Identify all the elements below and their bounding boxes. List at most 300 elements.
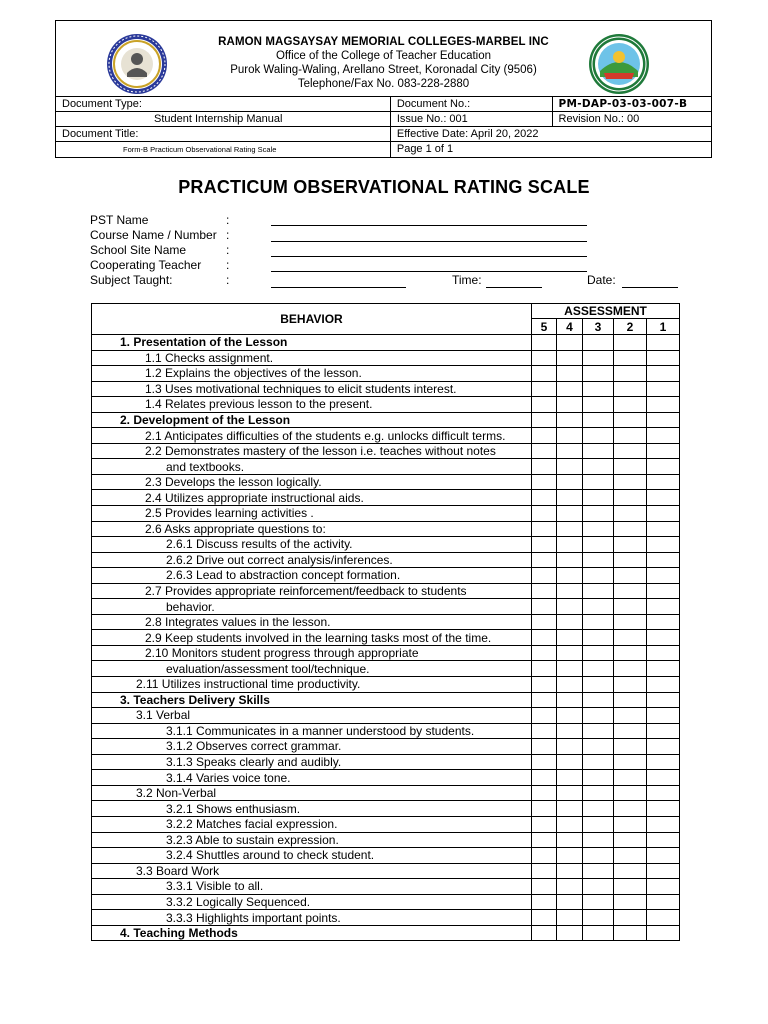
- table-row: [92, 739, 680, 755]
- rating-cell-4[interactable]: [557, 443, 583, 459]
- pst-name-line[interactable]: [271, 225, 587, 226]
- rating-cell-2[interactable]: [614, 397, 647, 413]
- behavior-text: 2.5 Provides learning activities .: [145, 506, 314, 521]
- rating-cell-4[interactable]: [557, 879, 583, 895]
- table-row: [92, 692, 680, 708]
- rating-cell-5[interactable]: [532, 521, 557, 537]
- rating-cell-2[interactable]: [614, 910, 647, 926]
- table-row: [92, 614, 680, 630]
- rating-cell-1[interactable]: [647, 459, 680, 475]
- rating-cell-1[interactable]: [647, 816, 680, 832]
- rating-cell-4[interactable]: [557, 723, 583, 739]
- rating-cell-3[interactable]: [583, 397, 614, 413]
- behavior-text: 3.2.2 Matches facial expression.: [166, 817, 338, 832]
- rating-cell-1[interactable]: [647, 661, 680, 677]
- rating-cell-2[interactable]: [614, 583, 647, 599]
- section-heading: [92, 412, 532, 428]
- rating-cell-1[interactable]: [647, 474, 680, 490]
- behavior-text: 3.3.3 Highlights important points.: [166, 910, 341, 925]
- rating-cell-1[interactable]: [647, 397, 680, 413]
- rating-cell-2[interactable]: [614, 677, 647, 693]
- table-row: [92, 863, 680, 879]
- rating-cell-1[interactable]: [647, 521, 680, 537]
- rating-cell-5[interactable]: [532, 801, 557, 817]
- rating-cell-5[interactable]: [532, 677, 557, 693]
- section-heading: [92, 925, 532, 941]
- table-row: [92, 630, 680, 646]
- rating-cell-3[interactable]: [583, 459, 614, 475]
- rating-cell-5[interactable]: [532, 506, 557, 522]
- rating-cell-5[interactable]: [532, 350, 557, 366]
- rating-cell-3[interactable]: [583, 428, 614, 444]
- rating-cell-5[interactable]: [532, 739, 557, 755]
- rating-cell-5[interactable]: [532, 428, 557, 444]
- rating-cell-1[interactable]: [647, 645, 680, 661]
- rating-cell-5[interactable]: [532, 708, 557, 724]
- rating-cell-1[interactable]: [647, 599, 680, 615]
- rating-cell-2[interactable]: [614, 568, 647, 584]
- rating-cell-3[interactable]: [583, 381, 614, 397]
- behavior-text: 1.1 Checks assignment.: [145, 350, 274, 365]
- rating-cell-5[interactable]: [532, 910, 557, 926]
- rating-cell-4[interactable]: [557, 506, 583, 522]
- rating-cell-5[interactable]: [532, 723, 557, 739]
- rating-cell-3[interactable]: [583, 894, 614, 910]
- rating-cell-5[interactable]: [532, 335, 557, 351]
- rating-cell-4[interactable]: [557, 910, 583, 926]
- behavior-text: 4. Teaching Methods: [120, 926, 238, 941]
- school-line[interactable]: [271, 256, 587, 257]
- rating-cell-5[interactable]: [532, 879, 557, 895]
- rating-cell-3[interactable]: [583, 521, 614, 537]
- rating-cell-1[interactable]: [647, 366, 680, 382]
- behavior-item: [92, 708, 532, 724]
- rating-cell-3[interactable]: [583, 412, 614, 428]
- rating-cell-4[interactable]: [557, 381, 583, 397]
- rating-cell-3[interactable]: [583, 816, 614, 832]
- rating-cell-2[interactable]: [614, 335, 647, 351]
- rating-cell-2[interactable]: [614, 894, 647, 910]
- rating-cell-2[interactable]: [614, 443, 647, 459]
- rating-cell-1[interactable]: [647, 537, 680, 553]
- rating-cell-1[interactable]: [647, 785, 680, 801]
- rating-cell-4[interactable]: [557, 412, 583, 428]
- rating-cell-4[interactable]: [557, 630, 583, 646]
- rating-cell-5[interactable]: [532, 568, 557, 584]
- table-row: [92, 521, 680, 537]
- behavior-text: 2.7 Provides appropriate reinforcement/feedback to students: [145, 584, 467, 599]
- assessment-header: ASSESSMENT: [532, 304, 680, 319]
- phone: Telephone/Fax No. 083-228-2880: [297, 78, 470, 90]
- rating-cell-4[interactable]: [557, 552, 583, 568]
- rating-cell-1[interactable]: [647, 723, 680, 739]
- behavior-item: [92, 583, 532, 599]
- rating-cell-3[interactable]: [583, 677, 614, 693]
- rating-cell-3[interactable]: [583, 552, 614, 568]
- behavior-text: 1.4 Relates previous lesson to the present.: [145, 397, 373, 412]
- rating-cell-5[interactable]: [532, 692, 557, 708]
- rating-cell-3[interactable]: [583, 801, 614, 817]
- behavior-text: 2.2 Demonstrates mastery of the lesson i.e. teaches without notes: [145, 444, 496, 459]
- rating-cell-2[interactable]: [614, 381, 647, 397]
- rating-cell-2[interactable]: [614, 708, 647, 724]
- scale-1: 1: [647, 319, 680, 335]
- rating-cell-1[interactable]: [647, 630, 680, 646]
- rating-cell-1[interactable]: [647, 754, 680, 770]
- rating-cell-2[interactable]: [614, 723, 647, 739]
- behavior-text: and textbooks.: [166, 459, 245, 474]
- subject-line[interactable]: [271, 287, 406, 288]
- scale-3: 3: [583, 319, 614, 335]
- table-row: [92, 910, 680, 926]
- rating-cell-3[interactable]: [583, 723, 614, 739]
- rating-table: [91, 303, 680, 941]
- rating-cell-2[interactable]: [614, 366, 647, 382]
- colon: :: [226, 243, 230, 257]
- rating-cell-3[interactable]: [583, 645, 614, 661]
- rating-cell-2[interactable]: [614, 521, 647, 537]
- cooperating-line[interactable]: [271, 271, 587, 272]
- colon: :: [226, 213, 230, 227]
- rating-cell-4[interactable]: [557, 568, 583, 584]
- rating-cell-4[interactable]: [557, 692, 583, 708]
- behavior-item: [92, 599, 532, 615]
- behavior-item: [92, 506, 532, 522]
- rating-cell-1[interactable]: [647, 490, 680, 506]
- table-row: [92, 474, 680, 490]
- behavior-text: 3.3 Board Work: [136, 863, 220, 878]
- rating-cell-1[interactable]: [647, 708, 680, 724]
- rating-cell-1[interactable]: [647, 552, 680, 568]
- rating-cell-3[interactable]: [583, 739, 614, 755]
- table-row: [92, 350, 680, 366]
- college-of-teacher-education-seal-icon: [588, 33, 650, 95]
- behavior-item: [92, 723, 532, 739]
- rating-cell-5[interactable]: [532, 630, 557, 646]
- section-heading: [92, 692, 532, 708]
- behavior-text: 2.11 Utilizes instructional time productivity.: [136, 677, 361, 692]
- time-line[interactable]: [486, 287, 542, 288]
- rating-cell-4[interactable]: [557, 366, 583, 382]
- rating-cell-2[interactable]: [614, 490, 647, 506]
- behavior-item: [92, 661, 532, 677]
- rating-cell-5[interactable]: [532, 381, 557, 397]
- date-line[interactable]: [622, 287, 678, 288]
- rating-cell-2[interactable]: [614, 599, 647, 615]
- rating-cell-5[interactable]: [532, 785, 557, 801]
- behavior-text: 2.9 Keep students involved in the learning tasks most of the time.: [145, 630, 492, 645]
- behavior-text: 3.3.2 Logically Sequenced.: [166, 894, 311, 909]
- rating-cell-1[interactable]: [647, 925, 680, 941]
- rating-cell-2[interactable]: [614, 770, 647, 786]
- cooperating-label: Cooperating Teacher: [90, 258, 202, 272]
- revision-no: Revision No.: 00: [552, 112, 711, 127]
- behavior-text: 2.6.3 Lead to abstraction concept formation.: [166, 568, 401, 583]
- rating-cell-4[interactable]: [557, 785, 583, 801]
- rating-cell-3[interactable]: [583, 583, 614, 599]
- rating-cell-2[interactable]: [614, 879, 647, 895]
- rating-cell-2[interactable]: [614, 645, 647, 661]
- rating-cell-4[interactable]: [557, 537, 583, 553]
- rating-cell-2[interactable]: [614, 474, 647, 490]
- rating-cell-4[interactable]: [557, 848, 583, 864]
- rating-cell-3[interactable]: [583, 366, 614, 382]
- rating-cell-1[interactable]: [647, 614, 680, 630]
- rating-cell-5[interactable]: [532, 645, 557, 661]
- rating-cell-5[interactable]: [532, 583, 557, 599]
- behavior-text: 2. Development of the Lesson: [120, 413, 291, 427]
- rating-cell-2[interactable]: [614, 537, 647, 553]
- rating-cell-4[interactable]: [557, 490, 583, 506]
- rating-cell-4[interactable]: [557, 397, 583, 413]
- behavior-item: [92, 428, 532, 444]
- rating-cell-4[interactable]: [557, 754, 583, 770]
- rating-cell-2[interactable]: [614, 863, 647, 879]
- rating-cell-1[interactable]: [647, 848, 680, 864]
- rating-cell-5[interactable]: [532, 754, 557, 770]
- rating-cell-5[interactable]: [532, 490, 557, 506]
- rating-cell-2[interactable]: [614, 661, 647, 677]
- rating-cell-2[interactable]: [614, 552, 647, 568]
- rating-cell-4[interactable]: [557, 832, 583, 848]
- rating-cell-3[interactable]: [583, 910, 614, 926]
- rating-cell-3[interactable]: [583, 350, 614, 366]
- rating-cell-3[interactable]: [583, 335, 614, 351]
- behavior-item: [92, 630, 532, 646]
- rating-cell-3[interactable]: [583, 863, 614, 879]
- rating-cell-3[interactable]: [583, 925, 614, 941]
- rating-cell-5[interactable]: [532, 894, 557, 910]
- table-row: [92, 459, 680, 475]
- rating-cell-2[interactable]: [614, 816, 647, 832]
- behavior-item: [92, 894, 532, 910]
- table-row: [92, 552, 680, 568]
- behavior-item: [92, 910, 532, 926]
- rating-cell-2[interactable]: [614, 428, 647, 444]
- rating-cell-1[interactable]: [647, 739, 680, 755]
- office-name: Office of the College of Teacher Education: [275, 50, 492, 62]
- issue-no: Issue No.: 001: [390, 112, 552, 127]
- page-number: Page 1 of 1: [390, 142, 711, 158]
- rating-cell-5[interactable]: [532, 599, 557, 615]
- institution-name: RAMON MAGSAYSAY MEMORIAL COLLEGES-MARBEL INC: [218, 36, 549, 48]
- address: Purok Waling-Waling, Arellano Street, Koronadal City (9506): [230, 64, 537, 76]
- rating-cell-4[interactable]: [557, 599, 583, 615]
- rating-cell-4[interactable]: [557, 816, 583, 832]
- rating-cell-2[interactable]: [614, 630, 647, 646]
- rating-cell-3[interactable]: [583, 832, 614, 848]
- rating-cell-2[interactable]: [614, 692, 647, 708]
- rating-cell-5[interactable]: [532, 397, 557, 413]
- rating-cell-1[interactable]: [647, 443, 680, 459]
- rating-cell-5[interactable]: [532, 459, 557, 475]
- rating-cell-3[interactable]: [583, 614, 614, 630]
- behavior-item: [92, 366, 532, 382]
- rating-cell-4[interactable]: [557, 521, 583, 537]
- rating-cell-5[interactable]: [532, 366, 557, 382]
- behavior-item: [92, 770, 532, 786]
- rating-cell-4[interactable]: [557, 863, 583, 879]
- rating-cell-3[interactable]: [583, 630, 614, 646]
- rating-cell-3[interactable]: [583, 770, 614, 786]
- behavior-text: 2.6.2 Drive out correct analysis/inferences.: [166, 552, 393, 567]
- rating-cell-1[interactable]: [647, 863, 680, 879]
- rating-cell-3[interactable]: [583, 443, 614, 459]
- rating-rows: [92, 335, 680, 941]
- doc-no-value: PM-DAP-03-03-007-B: [552, 97, 711, 112]
- rating-cell-4[interactable]: [557, 770, 583, 786]
- rating-cell-3[interactable]: [583, 490, 614, 506]
- behavior-text: 3.1.3 Speaks clearly and audibly.: [166, 755, 342, 770]
- rating-cell-5[interactable]: [532, 412, 557, 428]
- rating-cell-4[interactable]: [557, 645, 583, 661]
- rating-cell-2[interactable]: [614, 754, 647, 770]
- rating-cell-5[interactable]: [532, 614, 557, 630]
- rating-cell-1[interactable]: [647, 568, 680, 584]
- rating-cell-1[interactable]: [647, 832, 680, 848]
- table-row: [92, 661, 680, 677]
- rating-cell-1[interactable]: [647, 801, 680, 817]
- rating-cell-1[interactable]: [647, 335, 680, 351]
- behavior-item: [92, 381, 532, 397]
- behavior-item: [92, 568, 532, 584]
- behavior-item: [92, 801, 532, 817]
- rating-cell-3[interactable]: [583, 879, 614, 895]
- rating-cell-3[interactable]: [583, 754, 614, 770]
- table-row: [92, 506, 680, 522]
- rating-cell-4[interactable]: [557, 583, 583, 599]
- rating-cell-5[interactable]: [532, 925, 557, 941]
- rating-cell-1[interactable]: [647, 506, 680, 522]
- rating-cell-2[interactable]: [614, 506, 647, 522]
- rating-cell-2[interactable]: [614, 412, 647, 428]
- rating-cell-4[interactable]: [557, 739, 583, 755]
- behavior-item: [92, 879, 532, 895]
- rating-cell-1[interactable]: [647, 583, 680, 599]
- rating-cell-5[interactable]: [532, 848, 557, 864]
- rating-cell-3[interactable]: [583, 661, 614, 677]
- rating-cell-3[interactable]: [583, 692, 614, 708]
- rating-cell-4[interactable]: [557, 708, 583, 724]
- colon: :: [226, 258, 230, 272]
- rating-cell-5[interactable]: [532, 661, 557, 677]
- document-info-table: [55, 96, 712, 158]
- rating-cell-4[interactable]: [557, 614, 583, 630]
- rating-cell-1[interactable]: [647, 879, 680, 895]
- rating-cell-3[interactable]: [583, 474, 614, 490]
- table-row: [92, 583, 680, 599]
- rating-cell-2[interactable]: [614, 848, 647, 864]
- page-title: PRACTICUM OBSERVATIONAL RATING SCALE: [178, 177, 590, 197]
- rating-cell-5[interactable]: [532, 816, 557, 832]
- behavior-item: [92, 739, 532, 755]
- rating-cell-1[interactable]: [647, 677, 680, 693]
- scale-4: 4: [557, 319, 583, 335]
- rating-cell-1[interactable]: [647, 894, 680, 910]
- rating-cell-1[interactable]: [647, 428, 680, 444]
- rating-cell-5[interactable]: [532, 443, 557, 459]
- rating-cell-4[interactable]: [557, 677, 583, 693]
- section-heading: [92, 335, 532, 351]
- rating-cell-3[interactable]: [583, 848, 614, 864]
- rating-cell-2[interactable]: [614, 459, 647, 475]
- rating-cell-3[interactable]: [583, 785, 614, 801]
- rating-cell-1[interactable]: [647, 770, 680, 786]
- rating-cell-5[interactable]: [532, 552, 557, 568]
- rating-cell-1[interactable]: [647, 350, 680, 366]
- table-row: [92, 925, 680, 941]
- table-row: [92, 645, 680, 661]
- behavior-item: [92, 754, 532, 770]
- rating-cell-1[interactable]: [647, 910, 680, 926]
- table-row: [92, 443, 680, 459]
- rating-cell-4[interactable]: [557, 661, 583, 677]
- rating-cell-2[interactable]: [614, 614, 647, 630]
- doc-title-value: Form-B Practicum Observational Rating Scale: [56, 142, 391, 158]
- rating-cell-2[interactable]: [614, 801, 647, 817]
- rating-cell-4[interactable]: [557, 428, 583, 444]
- table-row: [92, 801, 680, 817]
- rating-cell-5[interactable]: [532, 537, 557, 553]
- table-row: [92, 785, 680, 801]
- rating-cell-2[interactable]: [614, 832, 647, 848]
- behavior-text: 3.1 Verbal: [136, 708, 191, 723]
- rating-cell-4[interactable]: [557, 801, 583, 817]
- rating-cell-4[interactable]: [557, 459, 583, 475]
- rating-cell-2[interactable]: [614, 925, 647, 941]
- behavior-item: [92, 677, 532, 693]
- rating-cell-4[interactable]: [557, 350, 583, 366]
- table-row: [92, 708, 680, 724]
- behavior-item: [92, 459, 532, 475]
- rating-cell-4[interactable]: [557, 335, 583, 351]
- table-row: [92, 879, 680, 895]
- rating-cell-1[interactable]: [647, 692, 680, 708]
- table-row: [92, 754, 680, 770]
- behavior-text: 1.2 Explains the objectives of the lesson.: [145, 366, 362, 381]
- rating-cell-2[interactable]: [614, 739, 647, 755]
- rating-cell-3[interactable]: [583, 506, 614, 522]
- behavior-text: 2.6.1 Discuss results of the activity.: [166, 537, 353, 552]
- table-row: [92, 770, 680, 786]
- table-row: [92, 848, 680, 864]
- rating-cell-3[interactable]: [583, 708, 614, 724]
- rating-cell-4[interactable]: [557, 474, 583, 490]
- rating-cell-5[interactable]: [532, 863, 557, 879]
- rating-cell-3[interactable]: [583, 599, 614, 615]
- rating-cell-5[interactable]: [532, 832, 557, 848]
- behavior-text: 3.3.1 Visible to all.: [166, 879, 264, 894]
- rating-cell-5[interactable]: [532, 770, 557, 786]
- behavior-item: [92, 614, 532, 630]
- course-line[interactable]: [271, 241, 587, 242]
- rating-cell-2[interactable]: [614, 785, 647, 801]
- rating-cell-4[interactable]: [557, 925, 583, 941]
- behavior-text: 3. Teachers Delivery Skills: [120, 692, 270, 707]
- behavior-item: [92, 521, 532, 537]
- behavior-item: [92, 552, 532, 568]
- rating-cell-2[interactable]: [614, 350, 647, 366]
- rating-cell-5[interactable]: [532, 474, 557, 490]
- rating-cell-1[interactable]: [647, 412, 680, 428]
- behavior-item: [92, 350, 532, 366]
- rating-cell-4[interactable]: [557, 894, 583, 910]
- doc-type-label: Document Type:: [56, 97, 391, 112]
- rating-cell-1[interactable]: [647, 381, 680, 397]
- rating-cell-3[interactable]: [583, 537, 614, 553]
- scale-2: 2: [614, 319, 647, 335]
- rating-cell-3[interactable]: [583, 568, 614, 584]
